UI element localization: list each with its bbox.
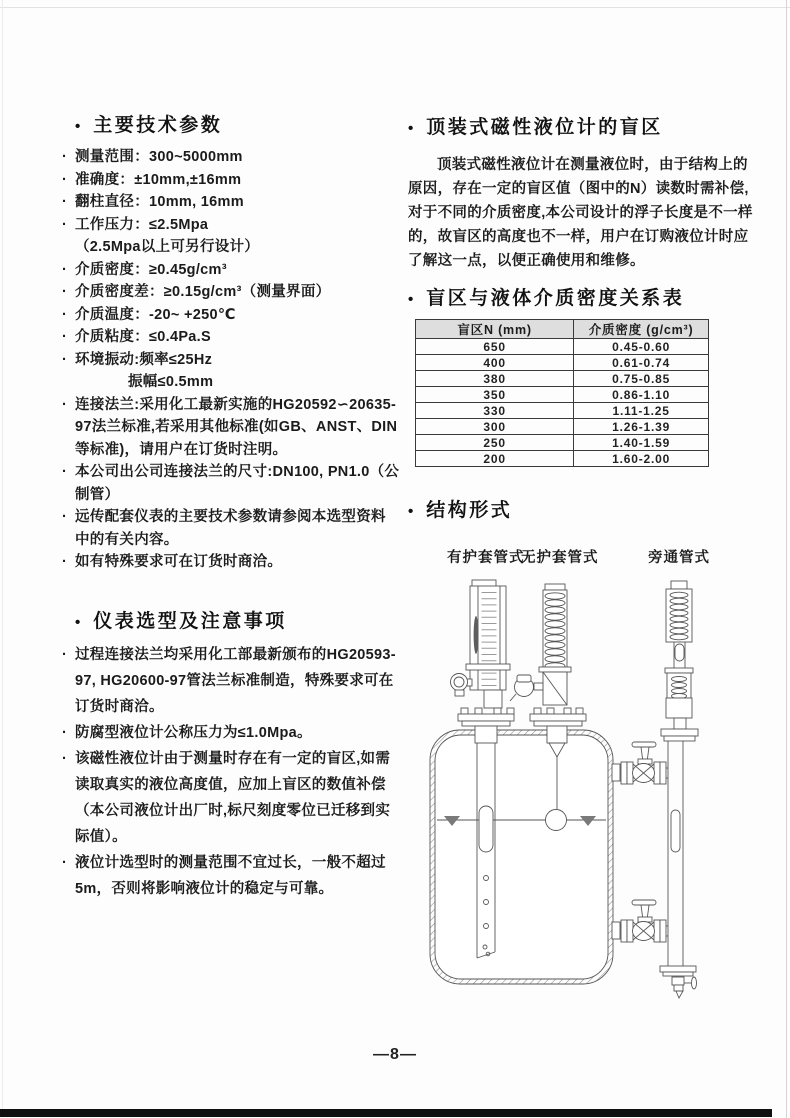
spec-item: · 介质温度：-20~ +250℃ bbox=[62, 304, 400, 327]
structure-label: 有护套管式 bbox=[447, 550, 525, 566]
table-cell: 0.45-0.60 bbox=[574, 339, 709, 355]
flange bbox=[661, 729, 698, 741]
flange bbox=[458, 708, 514, 726]
table-row bbox=[416, 339, 709, 355]
density-table-title: • 盲区与液体介质密度关系表 bbox=[408, 288, 685, 309]
bullet-icon: • bbox=[408, 291, 414, 308]
spec-item: · 测量范围：300~5000mm bbox=[62, 146, 400, 169]
table-row bbox=[416, 403, 709, 419]
bullet-icon: • bbox=[75, 613, 81, 631]
spec-item: （2.5Mpa以上可另行设计） bbox=[75, 239, 260, 255]
spec-item: · 介质密度差：≥0.15g/cm³（测量界面） bbox=[62, 281, 400, 304]
table-cell: 380 bbox=[416, 371, 574, 387]
flange bbox=[530, 708, 586, 726]
spec-item-list bbox=[62, 642, 400, 902]
table-row bbox=[416, 435, 709, 451]
spec-item-list bbox=[62, 146, 400, 574]
spec-item: · 介质粘度：≤0.4Pa.S bbox=[62, 326, 400, 349]
spec-item: · 本公司出公司连接法兰的尺寸:DN100, PN1.0（公制管） bbox=[62, 461, 400, 506]
spec-item: · 准确度：±10mm,±16mm bbox=[62, 169, 400, 192]
float bbox=[479, 806, 493, 852]
table-cell: 0.86-1.10 bbox=[574, 387, 709, 403]
table-cell: 1.26-1.39 bbox=[574, 419, 709, 435]
blind-zone-paragraph: 顶装式磁性液位计在测量液位时，由于结构上的原因，存在一定的盲区值（图中的N）读数时需补偿,对于不同的介质密度,本公司设计的浮子长度是不一样的，故盲区的高度也不一样，用户在订购液位计时应了解这一点，以便正确使用和维修。 bbox=[408, 157, 753, 269]
table-cell: 0.75-0.85 bbox=[574, 371, 709, 387]
blind-zone-title: • 顶装式磁性液位计的盲区 bbox=[408, 117, 663, 138]
spec-item: · 翻柱直径：10mm, 16mm bbox=[62, 191, 400, 214]
spec-item: · 液位计选型时的测量范围不宜过长，一般不超过5m，否则将影响液位计的稳定与可靠。 bbox=[62, 850, 400, 902]
page-left-rule bbox=[2, 0, 3, 1118]
tank bbox=[430, 730, 613, 984]
float-ball bbox=[546, 810, 567, 831]
table-cell: 650 bbox=[416, 339, 574, 355]
isolation-valve-upper bbox=[612, 742, 668, 784]
table-row bbox=[416, 387, 709, 403]
bottom-bar bbox=[0, 1109, 772, 1117]
table-cell: 1.60-2.00 bbox=[574, 451, 709, 467]
drain-handwheel-icon bbox=[692, 977, 697, 989]
table-header-cell: 盲区N (mm) bbox=[416, 320, 574, 339]
table-cell: 330 bbox=[416, 403, 574, 419]
table-cell: 200 bbox=[416, 451, 574, 467]
gauge-dial-icon bbox=[451, 674, 468, 691]
table-row bbox=[416, 371, 709, 387]
table-cell: 350 bbox=[416, 387, 574, 403]
spec-item: · 该磁性液位计由于测量时存在有一定的盲区,如需读取真实的液位高度值，应加上盲区的数值补偿（本公司液位计出厂时,标尺刻度零位已迁移到实际值）。 bbox=[62, 746, 400, 850]
bullet-icon: • bbox=[408, 120, 414, 137]
spec-item: · 工作压力：≤2.5Mpa bbox=[62, 214, 400, 237]
valve-handle-icon bbox=[632, 742, 656, 747]
table-cell: 300 bbox=[416, 419, 574, 435]
table-cell: 0.61-0.74 bbox=[574, 355, 709, 371]
indicator-flag bbox=[474, 616, 479, 654]
spec-item: · 介质密度：≥0.45g/cm³ bbox=[62, 259, 400, 282]
left-column bbox=[62, 110, 400, 902]
spec-item: · 环境振动:频率≤25Hz bbox=[62, 349, 400, 372]
spec-section-title: • 仪表选型及注意事项 bbox=[75, 610, 287, 632]
bullet-icon: • bbox=[75, 118, 81, 135]
float bbox=[671, 810, 680, 852]
structure-title: • 结构形式 bbox=[408, 500, 513, 521]
right-column bbox=[408, 112, 756, 566]
structure-label: 无护套管式 bbox=[521, 550, 599, 566]
table-cell: 1.11-1.25 bbox=[574, 403, 709, 419]
spec-item: · 如有特殊要求可在订货时商洽。 bbox=[62, 551, 400, 574]
page-right-rule bbox=[786, 0, 787, 1118]
transmitter-head-icon bbox=[510, 675, 543, 701]
page-top-rule bbox=[0, 7, 790, 8]
table-row bbox=[416, 355, 709, 371]
bullet-icon: • bbox=[408, 503, 414, 520]
structure-diagram bbox=[415, 568, 770, 1020]
spec-section-title: • 主要技术参数 bbox=[75, 115, 223, 136]
spec-item: · 远传配套仪表的主要技术参数请参阅本选型资料中的有关内容。 bbox=[62, 506, 400, 551]
isolation-valve-lower bbox=[612, 900, 668, 942]
spec-item: · 过程连接法兰均采用化工部最新颁布的HG20593-97, HG20600-97管法兰标准制造，特殊要求可在订货时商洽。 bbox=[62, 642, 400, 720]
spec-item: · 防腐型液位计公称压力为≤1.0Mpa。 bbox=[62, 720, 400, 746]
page-number: —8— bbox=[373, 1046, 417, 1063]
structure-label: 旁通管式 bbox=[648, 550, 710, 566]
density-table bbox=[415, 319, 709, 467]
spec-item: 振幅≤0.5mm bbox=[128, 374, 214, 390]
structure-labels bbox=[408, 546, 756, 566]
table-cell: 250 bbox=[416, 435, 574, 451]
table-row bbox=[416, 451, 709, 467]
table-header-cell: 介质密度 (g/cm³) bbox=[574, 320, 709, 339]
spec-item: · 连接法兰:采用化工最新实施的HG20592∽20635-97法兰标准,若采用其他标准(如GB、ANST、DIN等标准)，请用户在订货时注明。 bbox=[62, 394, 400, 462]
table-cell: 1.40-1.59 bbox=[574, 435, 709, 451]
table-cell: 400 bbox=[416, 355, 574, 371]
drain-assembly bbox=[660, 966, 697, 998]
table-row bbox=[416, 419, 709, 435]
